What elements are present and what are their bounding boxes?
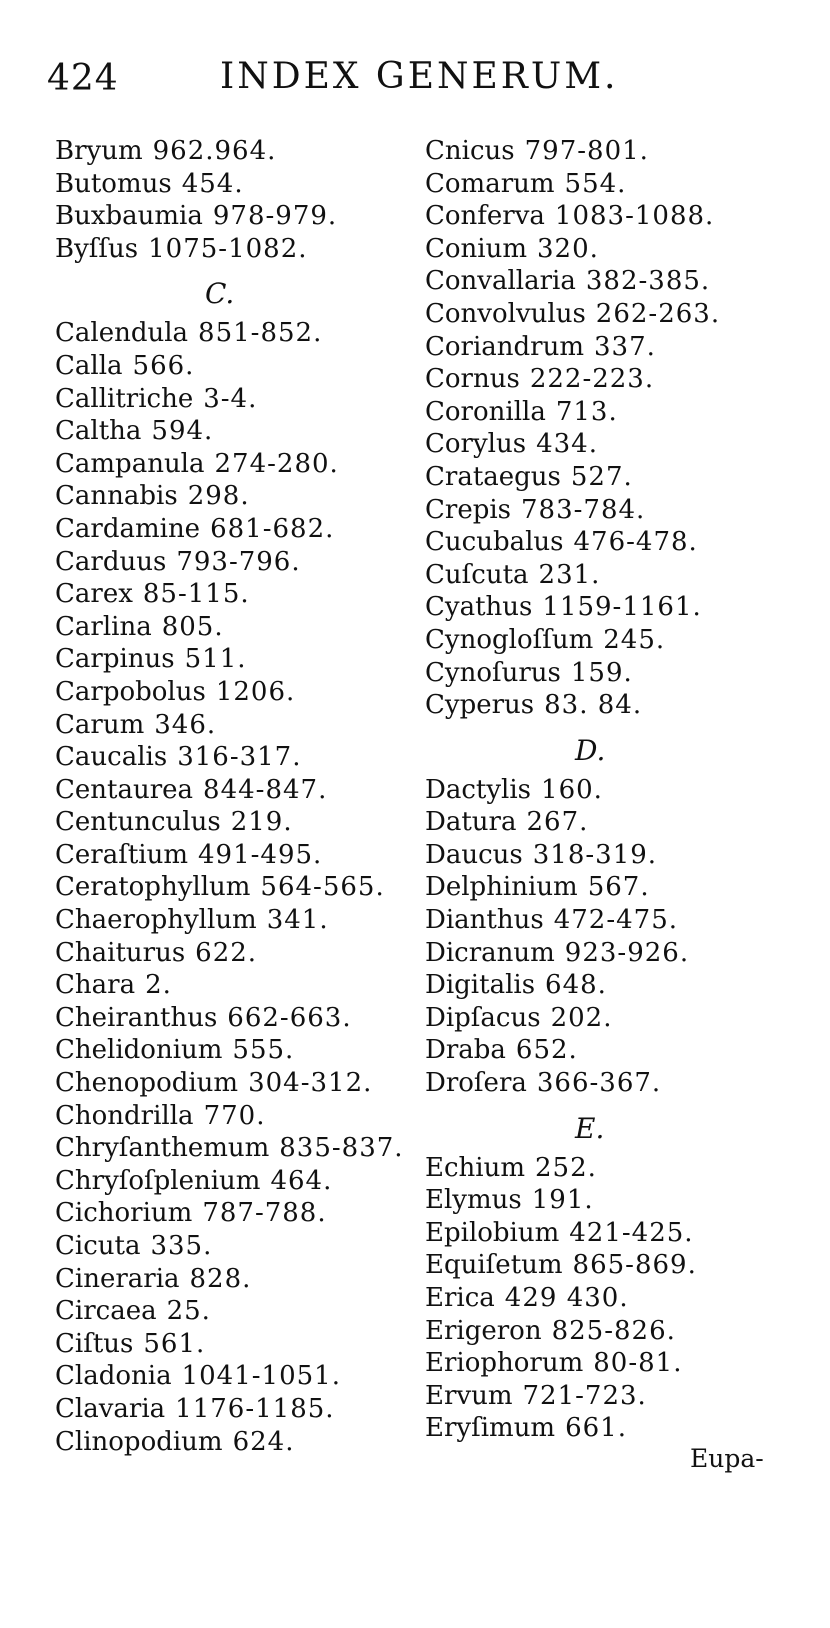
page-reference: 298. bbox=[187, 481, 250, 512]
genus-name: Cornus bbox=[425, 364, 520, 395]
page-reference: 320. bbox=[537, 233, 599, 264]
page-reference: 231. bbox=[538, 559, 601, 590]
index-entry bbox=[55, 200, 395, 233]
index-entry bbox=[425, 200, 805, 233]
genus-name: Chenopodium bbox=[55, 1068, 239, 1099]
page-reference: 346. bbox=[154, 709, 217, 740]
page-reference: 267. bbox=[526, 807, 589, 838]
index-entry bbox=[425, 937, 805, 970]
genus-name: Caltha bbox=[55, 416, 142, 447]
page-reference: 554. bbox=[564, 168, 627, 199]
index-entry bbox=[55, 676, 395, 709]
genus-name: Carex bbox=[55, 579, 133, 610]
page-reference: 721-723. bbox=[522, 1380, 647, 1411]
index-entry bbox=[425, 689, 805, 722]
genus-name: Daucus bbox=[425, 839, 523, 870]
index-entry bbox=[55, 904, 395, 937]
page-reference: 80-81. bbox=[593, 1348, 683, 1379]
page-reference: 622. bbox=[195, 937, 258, 968]
index-entry bbox=[55, 317, 395, 350]
index-entry bbox=[425, 494, 805, 527]
index-entry bbox=[425, 1412, 805, 1445]
page-reference: 191. bbox=[531, 1185, 594, 1216]
genus-name: Epilobium bbox=[425, 1217, 560, 1248]
genus-name: Crataegus bbox=[425, 461, 561, 492]
genus-name: Callitriche bbox=[55, 383, 194, 414]
index-entry bbox=[425, 331, 805, 364]
genus-name: Campanula bbox=[55, 448, 205, 479]
genus-name: Clinopodium bbox=[55, 1426, 223, 1457]
page-reference: 382-385. bbox=[585, 266, 711, 297]
genus-name: Elymus bbox=[425, 1185, 522, 1216]
index-entry bbox=[425, 1347, 805, 1380]
index-entry bbox=[425, 461, 805, 494]
page-reference: 923-926. bbox=[564, 937, 690, 968]
page-number: 424 bbox=[47, 58, 119, 99]
index-entry bbox=[55, 709, 395, 742]
genus-name: Cynogloſſum bbox=[425, 624, 594, 655]
index-entry bbox=[55, 135, 395, 168]
genus-name: Erigeron bbox=[425, 1315, 542, 1346]
letter-heading-d: D. bbox=[575, 733, 606, 767]
genus-name: Caucalis bbox=[55, 742, 168, 773]
index-entry bbox=[55, 1426, 395, 1459]
page-reference: 304-312. bbox=[248, 1068, 373, 1099]
page-reference: 1041-1051. bbox=[181, 1361, 341, 1392]
genus-name: Cladonia bbox=[55, 1361, 172, 1392]
entries-e-list bbox=[425, 1152, 805, 1445]
page-reference: 681-682. bbox=[210, 513, 335, 544]
index-entry bbox=[425, 526, 805, 559]
genus-name: Bryum bbox=[55, 136, 143, 166]
index-entry bbox=[425, 1315, 805, 1348]
index-entry bbox=[55, 1230, 395, 1263]
genus-name: Dicranum bbox=[425, 937, 555, 968]
page-reference: 2. bbox=[145, 970, 172, 1001]
index-entry bbox=[425, 1249, 805, 1282]
genus-name: Butomus bbox=[55, 168, 172, 199]
page-reference: 3-4. bbox=[203, 383, 258, 414]
page-reference: 835-837. bbox=[279, 1133, 404, 1164]
genus-name: Carduus bbox=[55, 546, 167, 577]
page-reference: 491-495. bbox=[198, 839, 323, 870]
genus-name: Carum bbox=[55, 709, 145, 740]
index-entry bbox=[425, 1034, 805, 1067]
genus-name: Ervum bbox=[425, 1380, 513, 1411]
genus-name: Droſera bbox=[425, 1068, 527, 1099]
index-entry bbox=[55, 448, 395, 481]
index-entry bbox=[425, 1380, 805, 1413]
genus-name: Calendula bbox=[55, 318, 189, 349]
index-entry bbox=[425, 298, 805, 331]
page-reference: 429 430. bbox=[504, 1283, 629, 1313]
index-entry bbox=[425, 969, 805, 1002]
genus-name: Calla bbox=[55, 350, 123, 381]
genus-name: Cardamine bbox=[55, 513, 201, 544]
page-reference: 661. bbox=[565, 1413, 627, 1444]
genus-name: Cicuta bbox=[55, 1231, 141, 1261]
genus-name: Chondrilla bbox=[55, 1100, 194, 1131]
index-entry bbox=[55, 415, 395, 448]
genus-name: Ceraſtium bbox=[55, 839, 188, 870]
left-column bbox=[55, 135, 404, 1458]
page-reference: 652. bbox=[515, 1035, 578, 1066]
page-reference: 366-367. bbox=[536, 1068, 662, 1099]
index-entry bbox=[55, 774, 395, 807]
index-entry bbox=[425, 1184, 805, 1217]
genus-name: Ciſtus bbox=[55, 1328, 134, 1359]
entries-c-list bbox=[55, 317, 404, 1458]
genus-name: Carlina bbox=[55, 611, 152, 642]
page-reference: 335. bbox=[150, 1231, 213, 1261]
genus-name: Cichorium bbox=[55, 1198, 193, 1229]
page-reference: 434. bbox=[536, 429, 598, 460]
index-entry bbox=[425, 806, 805, 839]
entries-d-list bbox=[425, 774, 805, 1100]
index-entry bbox=[425, 774, 805, 807]
index-entry bbox=[425, 839, 805, 872]
page-reference: 85-115. bbox=[142, 579, 250, 610]
right-column bbox=[425, 135, 805, 1445]
index-entry bbox=[55, 480, 395, 513]
index-entry bbox=[55, 1165, 395, 1198]
genus-name: Delphinium bbox=[425, 872, 578, 903]
page-reference: 341. bbox=[266, 905, 329, 936]
genus-name: Equiſetum bbox=[425, 1250, 563, 1281]
genus-name: Cannabis bbox=[55, 481, 178, 512]
index-entry bbox=[425, 1152, 805, 1185]
page-reference: 825-826. bbox=[551, 1315, 676, 1346]
genus-name: Cynoſurus bbox=[425, 657, 561, 688]
index-entry bbox=[55, 1100, 395, 1133]
index-entry bbox=[425, 1067, 805, 1100]
page-reference: 1159-1161. bbox=[542, 592, 702, 623]
page-reference: 160. bbox=[541, 774, 603, 805]
index-entry bbox=[55, 350, 395, 383]
index-entry bbox=[425, 1282, 805, 1315]
genus-name: Circaea bbox=[55, 1296, 157, 1327]
index-entry bbox=[55, 1295, 395, 1328]
genus-name: Chara bbox=[55, 970, 136, 1001]
genus-name: Digitalis bbox=[425, 970, 536, 1001]
genus-name: Coronilla bbox=[425, 396, 546, 427]
index-entry bbox=[425, 1217, 805, 1250]
page-reference: 472-475. bbox=[553, 905, 679, 936]
page-reference: 202. bbox=[550, 1002, 613, 1033]
genus-name: Cyperus bbox=[425, 690, 535, 721]
genus-name: Dipſacus bbox=[425, 1002, 541, 1033]
index-entry bbox=[425, 428, 805, 461]
genus-name: Conium bbox=[425, 233, 528, 264]
genus-name: Crepis bbox=[425, 494, 512, 525]
genus-name: Echium bbox=[425, 1152, 526, 1183]
page-reference: 1075-1082. bbox=[148, 233, 308, 264]
entries-c-continued-list bbox=[425, 135, 805, 722]
genus-name: Coriandrum bbox=[425, 331, 585, 362]
genus-name: Datura bbox=[425, 807, 517, 838]
index-entry bbox=[55, 1197, 395, 1230]
genus-name: Convolvulus bbox=[425, 298, 586, 329]
page-reference: 662-663. bbox=[227, 1002, 352, 1033]
page-reference: 566. bbox=[132, 350, 195, 381]
page-reference: 219. bbox=[230, 807, 293, 838]
page-reference: 805. bbox=[161, 611, 224, 642]
genus-name: Comarum bbox=[425, 168, 555, 199]
genus-name: Cyathus bbox=[425, 592, 533, 623]
index-entry bbox=[425, 396, 805, 429]
page-reference: 555. bbox=[232, 1035, 295, 1066]
index-entry bbox=[55, 168, 395, 201]
page-reference: 978-979. bbox=[212, 201, 338, 232]
genus-name: Cheiranthus bbox=[55, 1002, 218, 1033]
page-reference: 797-801. bbox=[524, 136, 649, 166]
page-reference: 787-788. bbox=[202, 1198, 327, 1229]
index-entry bbox=[425, 657, 805, 690]
page-reference: 865-869. bbox=[572, 1250, 697, 1281]
index-entry bbox=[425, 591, 805, 624]
index-entry bbox=[55, 1263, 395, 1296]
index-entry bbox=[55, 1132, 404, 1165]
page-reference: 316-317. bbox=[177, 742, 302, 773]
page-reference: 421-425. bbox=[569, 1217, 694, 1248]
page-reference: 318-319. bbox=[532, 839, 658, 870]
index-entry bbox=[55, 1067, 395, 1100]
page-reference: 567. bbox=[587, 872, 650, 903]
page-reference: 564-565. bbox=[260, 872, 385, 903]
genus-name: Corylus bbox=[425, 429, 527, 460]
genus-name: Erica bbox=[425, 1283, 495, 1313]
running-title: INDEX GENERUM. bbox=[220, 56, 619, 97]
genus-name: Chaiturus bbox=[55, 937, 186, 968]
index-entry bbox=[55, 1002, 395, 1035]
index-entry bbox=[55, 383, 395, 416]
genus-name: Cnicus bbox=[425, 136, 515, 166]
index-entry bbox=[55, 546, 395, 579]
page-reference: 245. bbox=[603, 624, 666, 655]
genus-name: Clavaria bbox=[55, 1393, 166, 1424]
page-reference: 844-847. bbox=[203, 774, 328, 805]
index-entry bbox=[425, 904, 805, 937]
page-reference: 262-263. bbox=[595, 298, 721, 329]
index-entry bbox=[55, 741, 395, 774]
index-entry bbox=[55, 1034, 395, 1067]
page-reference: 561. bbox=[143, 1328, 206, 1359]
genus-name: Chaerophyllum bbox=[55, 905, 257, 936]
page-reference: 337. bbox=[594, 331, 656, 362]
letter-heading-c: C. bbox=[205, 277, 235, 311]
page-reference: 783-784. bbox=[521, 494, 646, 525]
index-entry bbox=[55, 969, 395, 1002]
index-entry bbox=[55, 937, 395, 970]
genus-name: Carpinus bbox=[55, 644, 175, 675]
index-entry bbox=[425, 1002, 805, 1035]
page-reference: 1083-1088. bbox=[554, 201, 715, 232]
page-reference: 648. bbox=[545, 970, 607, 1001]
index-entry bbox=[55, 611, 395, 644]
genus-name: Dianthus bbox=[425, 905, 544, 936]
index-entry bbox=[425, 363, 805, 396]
index-entry bbox=[55, 871, 395, 904]
genus-name: Chryſoſplenium bbox=[55, 1165, 261, 1196]
page-reference: 624. bbox=[232, 1426, 295, 1457]
index-entry bbox=[425, 233, 805, 266]
page-reference: 159. bbox=[570, 657, 633, 688]
genus-name: Dactylis bbox=[425, 774, 532, 805]
genus-name: Carpobolus bbox=[55, 676, 206, 707]
page-reference: 828. bbox=[189, 1263, 252, 1294]
genus-name: Convallaria bbox=[425, 266, 576, 297]
genus-name: Eriophorum bbox=[425, 1348, 584, 1379]
index-entry bbox=[55, 1393, 395, 1426]
genus-name: Chelidonium bbox=[55, 1035, 223, 1066]
index-entry bbox=[425, 265, 805, 298]
page-reference: 713. bbox=[555, 396, 618, 427]
page-reference: 476-478. bbox=[573, 527, 698, 558]
genus-name: Centaurea bbox=[55, 774, 194, 805]
page-reference: 83. 84. bbox=[544, 690, 643, 721]
genus-name: Draba bbox=[425, 1035, 506, 1066]
genus-name: Cineraria bbox=[55, 1263, 180, 1294]
index-entry bbox=[425, 168, 805, 201]
index-entry bbox=[55, 806, 395, 839]
page-reference: 252. bbox=[535, 1152, 597, 1183]
genus-name: Chryſanthemum bbox=[55, 1133, 270, 1164]
genus-name: Buxbaumia bbox=[55, 201, 203, 232]
page-reference: 962.964. bbox=[152, 136, 277, 166]
index-entry bbox=[55, 513, 395, 546]
page-reference: 1206. bbox=[215, 676, 296, 707]
page-reference: 851-852. bbox=[198, 318, 323, 349]
page-reference: 25. bbox=[166, 1296, 211, 1327]
index-entry bbox=[55, 839, 395, 872]
index-entry bbox=[425, 624, 805, 657]
index-entry bbox=[55, 1328, 395, 1361]
page-reference: 770. bbox=[203, 1100, 266, 1131]
index-entry bbox=[55, 643, 395, 676]
genus-name: Eryſimum bbox=[425, 1413, 556, 1444]
genus-name: Byſſus bbox=[55, 233, 139, 264]
entries-b-list bbox=[55, 135, 395, 265]
genus-name: Ceratophyllum bbox=[55, 872, 251, 903]
genus-name: Centunculus bbox=[55, 807, 221, 838]
index-entry bbox=[425, 871, 805, 904]
genus-name: Conferva bbox=[425, 201, 545, 232]
genus-name: Cucubalus bbox=[425, 527, 564, 558]
index-entry bbox=[55, 1360, 395, 1393]
letter-heading-e: E. bbox=[575, 1111, 605, 1145]
page-reference: 594. bbox=[151, 416, 214, 447]
page-reference: 527. bbox=[570, 461, 633, 492]
index-entry bbox=[425, 135, 805, 168]
index-entry bbox=[55, 233, 395, 266]
page-reference: 274-280. bbox=[214, 448, 339, 479]
page-reference: 1176-1185. bbox=[175, 1393, 335, 1424]
genus-name: Cuſcuta bbox=[425, 559, 529, 590]
page-reference: 222-223. bbox=[529, 364, 655, 395]
page-reference: 464. bbox=[270, 1165, 333, 1196]
page-reference: 454. bbox=[181, 168, 244, 199]
index-entry bbox=[425, 559, 805, 592]
catchword: Eupa- bbox=[690, 1444, 764, 1473]
index-entry bbox=[55, 578, 395, 611]
page-reference: 793-796. bbox=[176, 546, 301, 577]
page-reference: 511. bbox=[184, 644, 247, 675]
